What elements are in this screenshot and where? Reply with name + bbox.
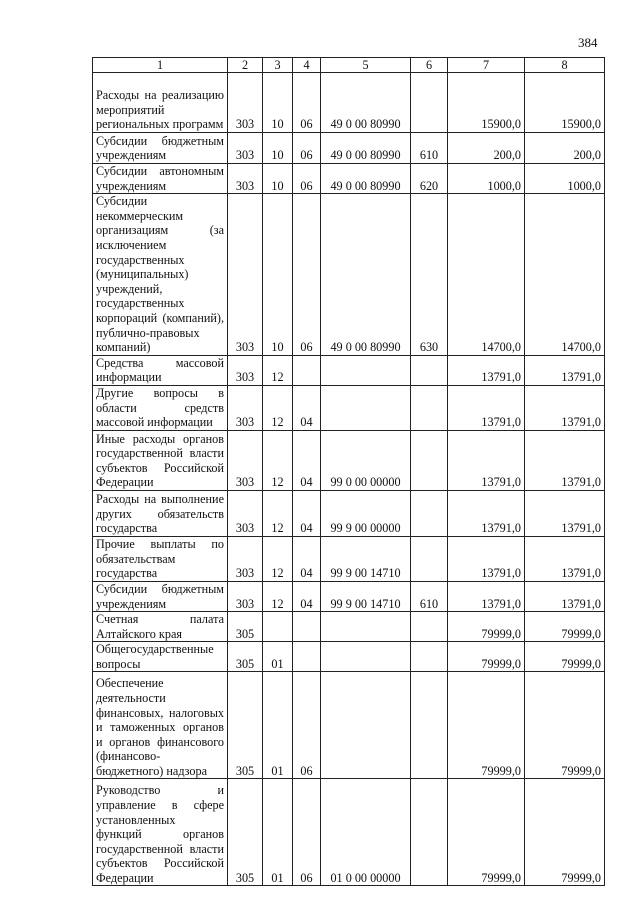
row-col-4: 04 — [293, 581, 321, 611]
row-col-3: 12 — [263, 385, 293, 430]
row-col-2: 303 — [228, 164, 263, 194]
table-row — [93, 642, 605, 672]
row-col-2: 303 — [228, 385, 263, 430]
row-name: Прочие выплаты по обязательствам государства — [93, 536, 228, 581]
row-col-3: 01 — [263, 672, 293, 779]
row-col-7: 79999,0 — [448, 672, 525, 779]
row-col-7: 13791,0 — [448, 536, 525, 581]
row-col-5 — [321, 385, 411, 430]
row-col-4: 06 — [293, 672, 321, 779]
row-col-8: 1000,0 — [525, 164, 605, 194]
row-col-8: 79999,0 — [525, 779, 605, 886]
row-col-5: 01 0 00 00000 — [321, 779, 411, 886]
row-col-4 — [293, 642, 321, 672]
row-col-4: 06 — [293, 194, 321, 356]
header-col-8: 8 — [525, 58, 605, 73]
row-col-7: 14700,0 — [448, 194, 525, 356]
table-row — [93, 355, 605, 385]
row-col-3 — [263, 612, 293, 642]
header-col-5: 5 — [321, 58, 411, 73]
table-row — [93, 194, 605, 356]
table-row — [93, 385, 605, 430]
table-row — [93, 133, 605, 164]
row-col-4: 06 — [293, 133, 321, 164]
row-col-8: 79999,0 — [525, 672, 605, 779]
row-col-6 — [411, 73, 448, 133]
row-col-3: 10 — [263, 164, 293, 194]
row-col-2: 305 — [228, 642, 263, 672]
row-col-6 — [411, 385, 448, 430]
row-col-6: 610 — [411, 133, 448, 164]
row-col-5: 49 0 00 80990 — [321, 194, 411, 356]
table-row — [93, 672, 605, 779]
row-col-8: 13791,0 — [525, 430, 605, 490]
row-col-2: 303 — [228, 194, 263, 356]
row-col-7: 13791,0 — [448, 430, 525, 490]
row-col-7: 79999,0 — [448, 642, 525, 672]
row-col-3: 10 — [263, 73, 293, 133]
row-col-3: 12 — [263, 430, 293, 490]
row-col-5: 99 0 00 00000 — [321, 430, 411, 490]
row-col-3: 10 — [263, 194, 293, 356]
row-col-4: 06 — [293, 164, 321, 194]
row-name: Субсидии бюджетным учреждениям — [93, 581, 228, 611]
header-col-1: 1 — [93, 58, 228, 73]
row-col-3: 10 — [263, 133, 293, 164]
row-col-8: 13791,0 — [525, 385, 605, 430]
row-col-6 — [411, 779, 448, 886]
row-name: Другие вопросы в области средств массовой информации — [93, 385, 228, 430]
row-col-7: 79999,0 — [448, 612, 525, 642]
row-col-4 — [293, 355, 321, 385]
row-col-6 — [411, 642, 448, 672]
row-col-8: 13791,0 — [525, 490, 605, 536]
row-col-8: 13791,0 — [525, 355, 605, 385]
row-col-8: 79999,0 — [525, 612, 605, 642]
row-col-7: 200,0 — [448, 133, 525, 164]
row-col-8: 200,0 — [525, 133, 605, 164]
table-header-row — [93, 58, 605, 73]
row-name: Средства массовой информации — [93, 355, 228, 385]
row-name: Общегосударственные вопросы — [93, 642, 228, 672]
row-col-5: 49 0 00 80990 — [321, 133, 411, 164]
row-col-5 — [321, 642, 411, 672]
row-name: Счетная палата Алтайского края — [93, 612, 228, 642]
row-name: Расходы на реализацию мероприятий региональных программ — [93, 73, 228, 133]
row-col-3: 12 — [263, 581, 293, 611]
header-col-6: 6 — [411, 58, 448, 73]
row-col-7: 13791,0 — [448, 581, 525, 611]
row-col-4: 06 — [293, 779, 321, 886]
table-row — [93, 536, 605, 581]
header-col-7: 7 — [448, 58, 525, 73]
row-name: Иные расходы органов государственной власти субъектов Российской Федерации — [93, 430, 228, 490]
row-col-7: 15900,0 — [448, 73, 525, 133]
row-col-4: 04 — [293, 430, 321, 490]
row-col-8: 13791,0 — [525, 536, 605, 581]
row-col-5 — [321, 355, 411, 385]
table-row — [93, 490, 605, 536]
row-col-6 — [411, 430, 448, 490]
row-col-5 — [321, 672, 411, 779]
row-col-7: 13791,0 — [448, 355, 525, 385]
row-col-7: 13791,0 — [448, 385, 525, 430]
row-col-5 — [321, 612, 411, 642]
row-col-2: 303 — [228, 73, 263, 133]
row-col-6: 630 — [411, 194, 448, 356]
table-row — [93, 581, 605, 611]
row-col-3: 12 — [263, 355, 293, 385]
row-col-2: 305 — [228, 612, 263, 642]
row-col-5: 99 9 00 14710 — [321, 536, 411, 581]
row-col-3: 12 — [263, 490, 293, 536]
row-col-8: 79999,0 — [525, 642, 605, 672]
row-col-2: 303 — [228, 355, 263, 385]
row-col-6: 620 — [411, 164, 448, 194]
header-col-4: 4 — [293, 58, 321, 73]
row-col-5: 49 0 00 80990 — [321, 164, 411, 194]
table-row — [93, 430, 605, 490]
row-col-6: 610 — [411, 581, 448, 611]
row-col-7: 79999,0 — [448, 779, 525, 886]
row-col-4 — [293, 612, 321, 642]
row-col-8: 14700,0 — [525, 194, 605, 356]
row-col-7: 13791,0 — [448, 490, 525, 536]
row-col-5: 99 9 00 00000 — [321, 490, 411, 536]
table-row — [93, 779, 605, 886]
row-col-6 — [411, 612, 448, 642]
row-col-2: 303 — [228, 536, 263, 581]
page-number: 384 — [578, 35, 598, 50]
budget-table — [92, 57, 605, 886]
row-col-5: 49 0 00 80990 — [321, 73, 411, 133]
row-name: Субсидии автономным учреждениям — [93, 164, 228, 194]
table-row — [93, 612, 605, 642]
row-col-2: 303 — [228, 581, 263, 611]
row-col-6 — [411, 536, 448, 581]
table-row — [93, 164, 605, 194]
row-col-2: 303 — [228, 133, 263, 164]
row-col-6 — [411, 490, 448, 536]
table-row — [93, 73, 605, 133]
row-name: Расходы на выполнение других обязательств государства — [93, 490, 228, 536]
row-col-2: 305 — [228, 672, 263, 779]
row-col-8: 13791,0 — [525, 581, 605, 611]
row-name: Субсидии бюджетным учреждениям — [93, 133, 228, 164]
row-name: Руководство и управление в сфере установленных функций органов государственной власти субъектов Российской Федерации — [93, 779, 228, 886]
row-col-6 — [411, 672, 448, 779]
row-name: Субсидии некоммерческим организациям (за исключением государственных (муниципальных) учреждений, государственных корпораций (компаний), публично-правовых компаний) — [93, 194, 228, 356]
row-col-2: 303 — [228, 490, 263, 536]
row-col-4: 04 — [293, 536, 321, 581]
row-col-4: 04 — [293, 490, 321, 536]
row-col-5: 99 9 00 14710 — [321, 581, 411, 611]
row-col-4: 04 — [293, 385, 321, 430]
row-col-2: 303 — [228, 430, 263, 490]
row-col-3: 01 — [263, 642, 293, 672]
header-col-3: 3 — [263, 58, 293, 73]
row-col-7: 1000,0 — [448, 164, 525, 194]
row-col-3: 01 — [263, 779, 293, 886]
row-col-3: 12 — [263, 536, 293, 581]
row-name: Обеспечение деятельности финансовых, налоговых и таможенных органов и органов финансового (финансово-бюджетного) надзора — [93, 672, 228, 779]
header-col-2: 2 — [228, 58, 263, 73]
row-col-2: 305 — [228, 779, 263, 886]
row-col-6 — [411, 355, 448, 385]
row-col-4: 06 — [293, 73, 321, 133]
row-col-8: 15900,0 — [525, 73, 605, 133]
